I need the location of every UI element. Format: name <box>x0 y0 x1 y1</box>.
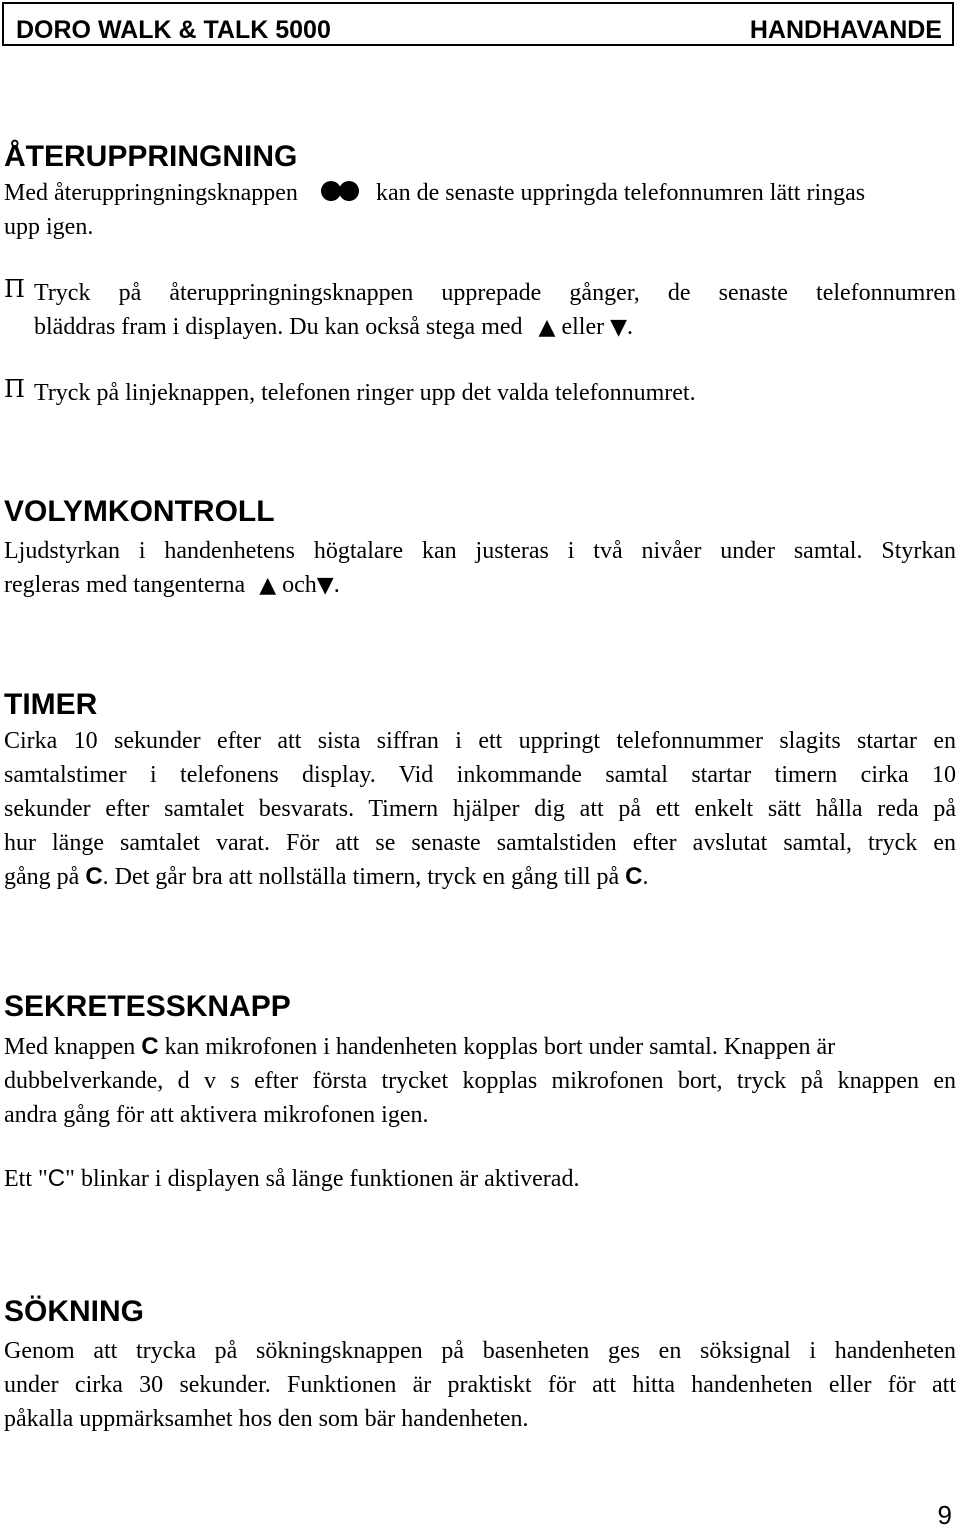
privacy-line4-b: " blinkar i displayen så länge funktionen är aktiverad. <box>65 1166 580 1192</box>
timer-line2: samtalstimer i telefonens display. Vid inkommande samtal startar timern cirka 10 <box>4 762 956 788</box>
arrow-up-icon: ▲ <box>538 315 556 340</box>
arrow-down-icon: ▼ <box>316 573 334 598</box>
privacy-text <box>4 1064 956 1098</box>
heading-search: SÖKNING <box>4 1295 145 1328</box>
timer-line5 <box>4 860 956 894</box>
redial-step-1-or: eller <box>561 314 605 340</box>
search-line2: under cirka 30 sekunder. Funktionen är praktiskt för att hitta handenheten eller för att <box>4 1372 956 1398</box>
page-header <box>2 2 954 46</box>
redial-intro-line2: upp igen. <box>4 214 94 240</box>
redial-step-1-text: bläddras fram i displayen. Du kan också stega med <box>34 314 523 340</box>
heading-privacy: SEKRETESSKNAPP <box>4 990 291 1023</box>
timer-line5-a: gång på <box>4 864 80 890</box>
timer-line1: Cirka 10 sekunder efter att sista siffran i ett uppringt telefonnummer slagits startar en <box>4 728 956 754</box>
key-c-label: C <box>625 863 643 890</box>
heading-redial: ÅTERUPPRINGNING <box>4 140 298 173</box>
period: . <box>333 572 340 598</box>
timer-line4: hur länge samtalet varat. För att se senaste samtalstiden efter avslutat samtal, tryck en <box>4 830 956 856</box>
volume-line2 <box>4 568 956 603</box>
redial-step-1-line1: Tryck på återuppringningsknappen upprepade gånger, de senaste telefonnumren <box>34 280 956 306</box>
privacy-line1 <box>4 1030 956 1064</box>
header-title: DORO WALK & TALK 5000 <box>16 16 331 44</box>
period: . <box>627 314 634 340</box>
search-line1: Genom att trycka på sökningsknappen på basenheten ges en söksignal i handenheten <box>4 1338 956 1364</box>
redial-icon <box>320 178 360 212</box>
timer-text <box>4 724 956 860</box>
redial-intro-b: kan de senaste uppringda telefonnumren lätt ringas <box>375 180 866 206</box>
bullet-icon: Π <box>4 275 25 303</box>
key-c-label: C <box>47 1165 66 1192</box>
volume-and: och <box>282 572 317 598</box>
privacy-line2: dubbelverkande, d v s efter första trycket kopplas mikrofonen bort, tryck på knappen en <box>4 1068 956 1094</box>
arrow-down-icon: ▼ <box>610 315 628 340</box>
redial-step-1 <box>34 276 956 310</box>
redial-step-2: Tryck på linjeknappen, telefonen ringer upp det valda telefonnumret. <box>34 380 696 406</box>
redial-step-1-line2 <box>34 310 960 345</box>
arrow-up-icon: ▲ <box>259 573 277 598</box>
privacy-line1-b: kan mikrofonen i handenheten kopplas bort under samtal. Knappen är <box>164 1034 836 1060</box>
bullet-icon: Π <box>4 375 25 403</box>
privacy-line3: andra gång för att aktivera mikrofonen igen. <box>4 1102 429 1128</box>
search-line3: påkalla uppmärksamhet hos den som bär handenheten. <box>4 1406 529 1432</box>
privacy-line4 <box>4 1162 956 1196</box>
timer-line3: sekunder efter samtalet besvarats. Timern hjälper dig att på ett enkelt sätt hålla reda på <box>4 796 956 822</box>
volume-text <box>4 534 956 568</box>
heading-volume: VOLYMKONTROLL <box>4 495 275 528</box>
key-c-label: C <box>85 863 103 890</box>
header-section: HANDHAVANDE <box>749 16 942 44</box>
page-number: 9 <box>937 1500 952 1530</box>
volume-line1: Ljudstyrkan i handenhetens högtalare kan justeras i två nivåer under samtal. Styrkan <box>4 538 956 564</box>
key-c-label: C <box>141 1033 159 1060</box>
redial-intro-line1 <box>4 176 956 212</box>
heading-timer: TIMER <box>4 688 98 721</box>
privacy-line4-a: Ett " <box>4 1166 48 1192</box>
period: . <box>642 864 649 890</box>
timer-line5-b: . Det går bra att nollställa timern, tryck en gång till på <box>102 864 620 890</box>
redial-intro-a: Med återuppringningsknappen <box>4 180 298 206</box>
volume-line2-text: regleras med tangenterna <box>4 572 246 598</box>
privacy-line1-a: Med knappen <box>4 1034 136 1060</box>
search-text <box>4 1334 956 1402</box>
